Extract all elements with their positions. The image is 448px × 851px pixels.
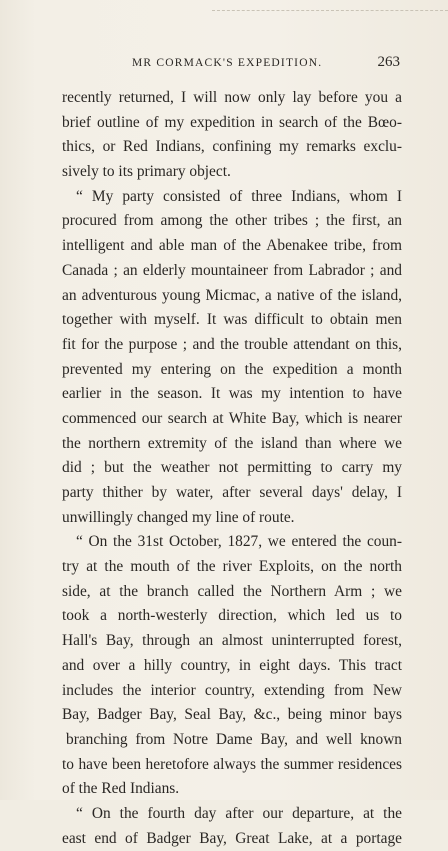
text-line: commenced our search at White Bay, which is nearer [62,409,402,427]
text-line: east end of Badger Bay, Great Lake, at a portage [62,829,402,847]
text-line: and over a hilly country, in eight days. This tract [62,656,402,674]
running-head: MR CORMACK'S EXPEDITION. [132,57,323,69]
text-line: prevented my entering on the expedition a month [62,360,402,378]
page-header [62,54,400,76]
text-line: together with myself. It was difficult to obtain men [62,311,402,329]
text-line: try at the mouth of the river Exploits, on the north [62,558,402,576]
text-line: the northern extremity of the island than where we [62,434,402,452]
text-line: Bay, Badger Bay, Seal Bay, &c., being minor bays [62,706,402,724]
text-line: procured from among the other tribes ; the first, an [62,212,402,230]
text-line: includes the interior country, extending from New [62,681,402,699]
text-line: thics, or Red Indians, confining my remarks exclu- [62,138,402,156]
top-edge-rule [212,10,448,11]
text-line: recently returned, I will now only lay before you a [62,89,402,106]
text-line: earlier in the season. It was my intention to have [62,385,402,403]
text-line: unwillingly changed my line of route. [62,508,295,526]
page-number: 263 [377,54,400,70]
text-line: fit for the purpose ; and the trouble attendant on this, [62,335,402,353]
text-line: to have been heretofore always the summer residences [62,755,402,773]
text-line: “ On the 31st October, 1827, we entered the coun- [76,533,402,551]
text-line: Canada ; an elderly mountaineer from Labrador ; and [62,261,402,279]
text-line: “ My party consisted of three Indians, whom I [76,187,402,205]
body-text [62,86,402,851]
text-line: intelligent and able man of the Abenakee tribe, from [62,237,402,255]
text-line: took a north-westerly direction, which led us to [62,607,402,625]
text-line: of the Red Indians. [62,780,180,798]
text-line: did ; but the weather not permitting to carry my [62,459,402,477]
text-line: “ On the fourth day after our departure, at the [76,804,402,822]
text-line: Hall's Bay, through an almost uninterrupted forest, [62,632,402,650]
text-line: side, at the branch called the Northern Arm ; we [62,582,402,600]
text-line: branching from Notre Dame Bay, and well known [66,730,402,748]
text-line: party thither by water, after several days' delay, I [62,484,402,501]
text-line: sively to its primary object. [62,163,231,181]
text-line: an adventurous young Micmac, a native of the island, [62,286,402,304]
text-line: brief outline of my expedition in search of the Bœo- [62,113,402,131]
